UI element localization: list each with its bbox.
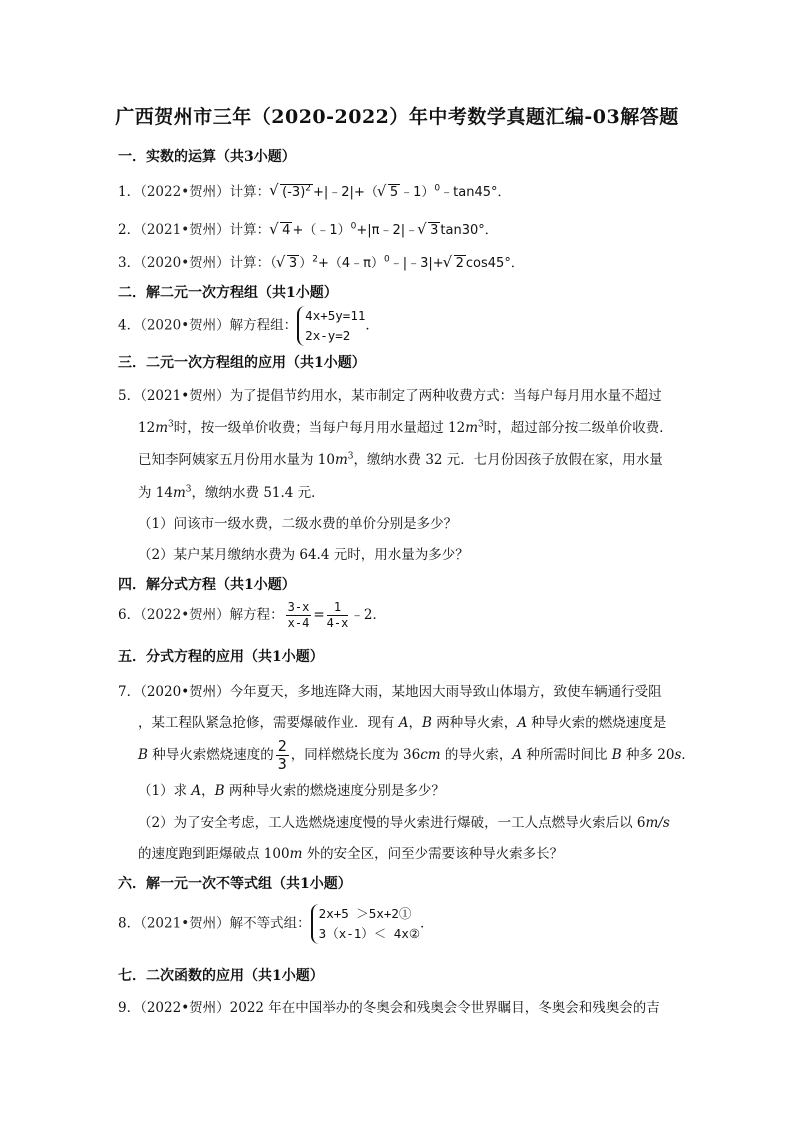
question-source: （2021•贺州）解不等式组： [140, 915, 311, 932]
formula-text: ﹣2． [350, 607, 386, 623]
formula-text: cos45°． [465, 256, 524, 271]
question-number: 9． [118, 1000, 141, 1016]
question-4 [118, 306, 379, 346]
numerator: 2 [277, 737, 287, 755]
section-heading-4: 四．解分式方程（共1小题） [118, 577, 296, 593]
formula-text: +（4﹣π） [317, 256, 384, 271]
section-heading-2: 二．解二元一次方程组（共1小题） [118, 285, 338, 301]
question-7-line-3 [138, 738, 695, 773]
formula [277, 256, 524, 271]
formula [270, 185, 510, 200]
sqrt-expression [418, 223, 440, 238]
text: （2）为了安全考虑，工人选燃烧速度慢的导火索进行爆破，一工人点燃导火索后以 6 [138, 815, 646, 831]
inequality-1: 2x+5 ＞5x+2① [318, 906, 412, 921]
sqrt-expression [378, 185, 400, 200]
question-source: （2020•贺州）解方程组： [140, 317, 298, 334]
equals-sign: = [313, 607, 325, 623]
sqrt-radicand: 2 [455, 256, 464, 271]
question-number: 4． [118, 317, 141, 334]
unit: m [289, 846, 303, 862]
question-3 [118, 251, 524, 271]
fraction [276, 738, 289, 773]
formula [270, 223, 498, 238]
exponent: 3 [185, 484, 192, 495]
section-heading-7: 七．二次函数的应用（共1小题） [118, 968, 324, 984]
question-2 [118, 218, 498, 238]
formula-text: +|﹣2|+（ [313, 185, 378, 200]
text: 两种导火索， [431, 715, 518, 731]
text: 时，按一级单价收费；当每户每月用水量超过 12 [173, 420, 466, 436]
question-7-part-2-cont [138, 842, 563, 862]
text: ，缴纳水费 32 元．七月份因孩子放假在家，用水量 [353, 452, 663, 468]
sqrt-radicand: 5 [389, 185, 399, 200]
numerator: 3-x [287, 600, 310, 614]
section-heading-3: 三．二元一次方程组的应用（共1小题） [118, 355, 366, 371]
question-5-line-2 [138, 416, 673, 436]
text: ，缴纳水费 51.4 元． [191, 485, 325, 501]
denominator: x-4 [287, 616, 310, 630]
text: 种所需时间比 [522, 747, 612, 763]
equation-1: 4x+5y=11 [305, 308, 366, 323]
question-7-part-1 [138, 779, 445, 799]
text: 种多 20 [621, 747, 675, 763]
sqrt-radicand: 4 [282, 223, 291, 238]
equation-system [297, 306, 365, 346]
numerator: 1 [327, 600, 349, 616]
question-5-part-1: （1）问该市一级水费，二级水费的单价分别是多少？ [138, 516, 458, 532]
text: 两种导火索的燃烧速度分别是多少？ [224, 783, 445, 799]
unit: m/s [645, 815, 670, 831]
unit: m [334, 452, 348, 468]
question-number: 7． [118, 684, 141, 700]
question-7-line-2 [138, 711, 666, 731]
unit: m [465, 420, 479, 436]
text: 的速度跑到距爆破点 100 [138, 846, 290, 862]
formula-text: tan30°． [440, 223, 498, 238]
question-source: （2021•贺州）计算： [140, 222, 271, 238]
text: 种导火索的燃烧速度是 [527, 715, 667, 731]
var-b: B [214, 783, 225, 799]
var-a: A [512, 747, 523, 763]
question-source: （2022•贺州）解方程： [140, 607, 284, 623]
sqrt-expression [444, 256, 466, 271]
text: ． [681, 747, 695, 763]
unit: s [674, 747, 682, 763]
text: ， [201, 783, 215, 799]
text: 为 14 [138, 485, 173, 501]
text: （1）求 [138, 783, 192, 799]
text: 12 [138, 420, 156, 436]
text: 种导火索燃烧速度的 [147, 747, 274, 763]
var-b: B [422, 715, 432, 731]
question-8 [118, 904, 434, 944]
question-1 [118, 180, 511, 200]
question-text: （2021•贺州）为了提倡节约用水，某市制定了两种收费方式：当每户每月用水量不超过 [140, 388, 662, 404]
unit: m [155, 420, 168, 436]
sqrt-radicand: 3 [288, 256, 298, 271]
exponent: 0 [350, 221, 357, 232]
fraction [286, 600, 312, 631]
section-heading-5: 五．分式方程的应用（共1小题） [118, 649, 324, 665]
inequality-system [311, 904, 420, 944]
var-b: B [611, 747, 622, 763]
text: 时，超过部分按二级单价收费． [483, 420, 673, 436]
question-5-line-4 [138, 481, 325, 501]
question-number: 3． [118, 255, 141, 271]
period: ． [420, 915, 434, 932]
text: 已知李阿姨家五月份用水量为 10 [138, 452, 335, 468]
formula-text: +|π﹣2|﹣ [356, 223, 419, 238]
question-text: （2022•贺州）2022 年在中国举办的冬奥会和残奥会令世界瞩目，冬奥会和残奥会的吉 [140, 1000, 660, 1016]
question-number: 8． [118, 915, 141, 932]
exponent: 3 [478, 419, 484, 430]
denominator: 3 [277, 755, 287, 773]
formula-text: ） [299, 256, 313, 271]
var-b: B [138, 747, 148, 763]
var-a: A [398, 715, 409, 731]
sqrt-radicand: 3 [430, 223, 439, 238]
formula-text: ﹣|﹣3|+ [389, 256, 444, 271]
text: ，某工程队紧急抢修，需要爆破作业．现有 [138, 715, 399, 731]
section-heading-1: 一．实数的运算（共3小题） [118, 149, 296, 165]
exponent: 0 [434, 183, 441, 194]
question-6 [118, 600, 386, 631]
section-heading-6: 六．解一元一次不等式组（共1小题） [118, 876, 352, 892]
question-5-line-3 [138, 448, 663, 468]
period: ． [365, 317, 379, 334]
text: ， [408, 715, 423, 731]
question-number: 6． [118, 607, 141, 623]
question-source: （2022•贺州）计算： [140, 184, 271, 200]
sqrt-expression [270, 223, 292, 238]
question-9-line-1 [118, 996, 660, 1016]
sqrt-radicand: (-3) [282, 185, 306, 200]
text: 的导火索， [440, 747, 513, 763]
question-7-line-1 [118, 680, 662, 700]
question-source: （2020•贺州）计算：（ [140, 255, 277, 271]
document-title: 广西贺州市三年（2020-2022）年中考数学真题汇编-03解答题 [115, 106, 679, 128]
sqrt-expression [270, 184, 313, 200]
equation-2: 2x-y=2 [305, 328, 351, 343]
exponent: 3 [168, 419, 174, 430]
text: 外的安全区，问至少需要该种导火索多长？ [302, 846, 564, 862]
question-7-part-2 [138, 811, 670, 831]
exponent: 2 [312, 254, 318, 265]
inequality-2: 3（x-1）＜ 4x② [318, 926, 421, 941]
formula-text: +（﹣1） [292, 223, 351, 238]
exponent: 0 [383, 254, 390, 265]
sqrt-expression [277, 256, 299, 271]
question-number: 5． [118, 388, 141, 404]
formula-text: ﹣1） [400, 185, 435, 200]
exponent: 3 [347, 451, 354, 462]
question-5-part-2: （2）某户某月缴纳水费为 64.4 元时，用水量为多少？ [138, 547, 469, 563]
question-number: 2． [118, 222, 141, 238]
denominator: 4-x [326, 616, 349, 630]
question-number: 1． [118, 184, 141, 200]
unit: cm [420, 747, 441, 763]
formula-text: ﹣tan45°． [440, 185, 511, 200]
var-a: A [191, 783, 202, 799]
question-5-line-1 [118, 384, 662, 404]
unit: m [172, 485, 186, 501]
text: ，同样燃烧长度为 36 [290, 747, 421, 763]
exponent: 2 [305, 183, 312, 194]
var-a: A [517, 715, 528, 731]
question-text: （2020•贺州）今年夏天，多地连降大雨，某地因大雨导致山体塌方，致使车辆通行受阻 [140, 684, 662, 700]
fraction [327, 600, 349, 631]
